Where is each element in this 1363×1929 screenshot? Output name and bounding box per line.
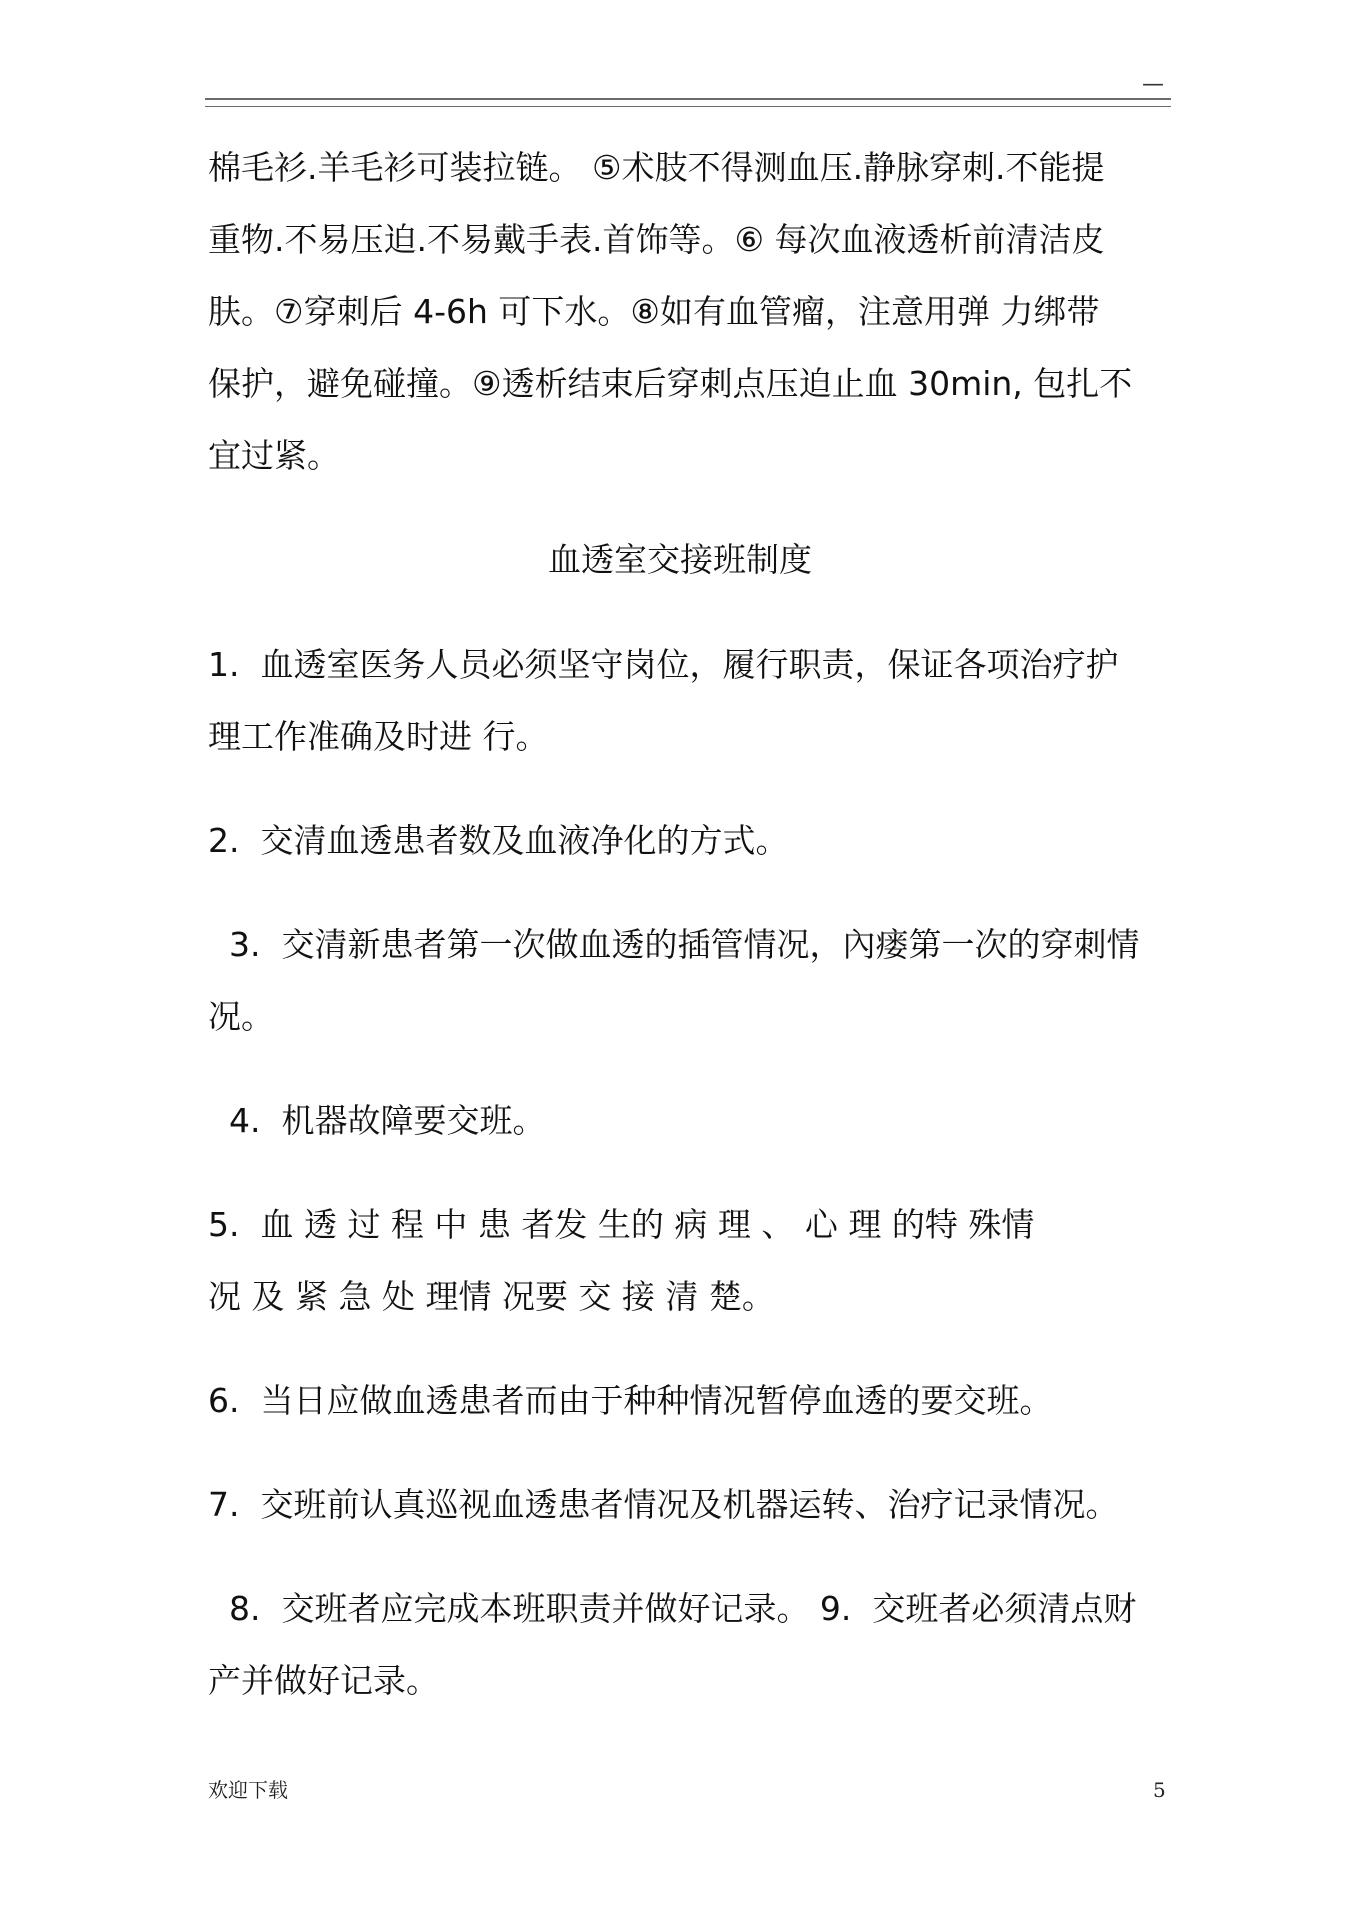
paragraph-line: 棉毛衫.羊毛衫可装拉链。 ⑤术肢不得测血压.静脉穿刺.不能提 bbox=[208, 148, 1105, 187]
paragraph-line: 肤。⑦穿刺后 4-6h 可下水。⑧如有血管瘤，注意用弹 力绑带 bbox=[208, 292, 1100, 331]
header-rule bbox=[205, 98, 1171, 107]
list-item-line: 4. 机器故障要交班。 bbox=[208, 1101, 546, 1140]
header-mark: — bbox=[1142, 72, 1164, 97]
paragraph-line: 保护，避免碰撞。⑨透析结束后穿刺点压迫止血 30min, 包扎不 bbox=[208, 364, 1133, 403]
list-item-line: 产并做好记录。 bbox=[208, 1661, 439, 1700]
paragraph-line: 宜过紧。 bbox=[208, 436, 340, 475]
list-item-line: 1. 血透室医务人员必须坚守岗位，履行职责，保证各项治疗护 bbox=[208, 645, 1119, 684]
list-item-line: 况。 bbox=[208, 997, 274, 1036]
list-item-line: 2. 交清血透患者数及血液净化的方式。 bbox=[208, 821, 789, 860]
list-item-line: 3. 交清新患者第一次做血透的插管情况，內瘘第一次的穿刺情 bbox=[208, 925, 1140, 964]
list-item-line: 况 及 紧 急 处 理情 况要 交 接 清 楚。 bbox=[208, 1277, 775, 1316]
list-item-line: 6. 当日应做血透患者而由于种种情况暂停血透的要交班。 bbox=[208, 1381, 1053, 1420]
section-title: 血透室交接班制度 bbox=[548, 540, 812, 579]
paragraph-line: 重物.不易压迫.不易戴手表.首饰等。⑥ 每次血液透析前清洁皮 bbox=[208, 220, 1105, 259]
list-item-line: 7. 交班前认真巡视血透患者情况及机器运转、治疗记录情况。 bbox=[208, 1485, 1119, 1524]
footer-text: 欢迎下载 bbox=[208, 1778, 288, 1802]
list-item-line: 5. 血 透 过 程 中 患 者发 生的 病 理 、 心 理 的特 殊情 bbox=[208, 1205, 1035, 1244]
list-item-line: 8. 交班者应完成本班职责并做好记录。 9. 交班者必须清点财 bbox=[208, 1589, 1137, 1628]
list-item-line: 理工作准确及时进 行。 bbox=[208, 717, 549, 756]
page-number: 5 bbox=[1153, 1778, 1166, 1802]
